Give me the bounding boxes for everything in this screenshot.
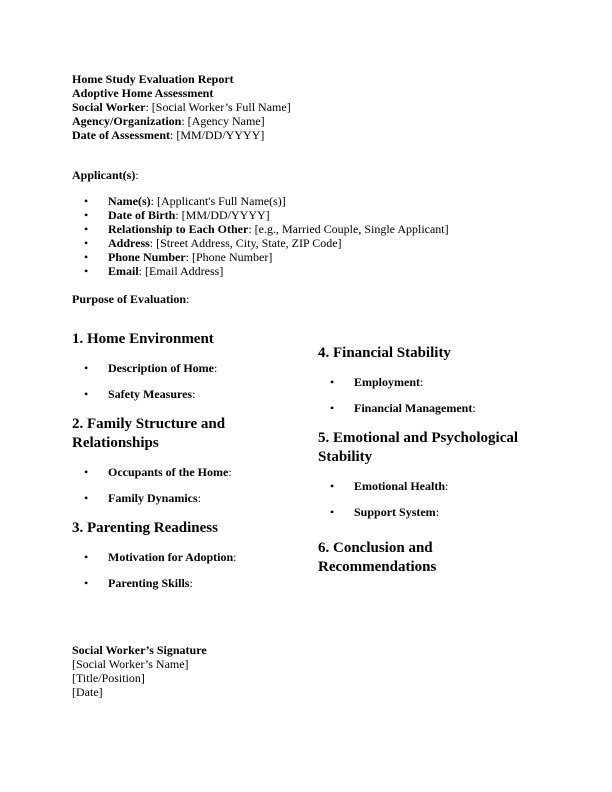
applicant-dob-item: • Date of Birth: [MM/DD/YYYY] [72, 208, 449, 222]
date-label: Date of Assessment [72, 128, 170, 142]
date-line [72, 128, 264, 142]
agency-line [72, 114, 265, 128]
section-2-list [72, 465, 300, 505]
signature-name: [Social Worker’s Name] [72, 657, 189, 671]
applicant-address-item: • Address: [Street Address, City, State, ZIP Code] [72, 236, 449, 250]
agency-label: Agency/Organization [72, 114, 182, 128]
report-subtitle: Adoptive Home Assessment [72, 86, 214, 100]
signature-date: [Date] [72, 685, 103, 699]
left-column [72, 330, 300, 590]
signature-title: [Title/Position] [72, 671, 145, 685]
agency-value: : [Agency Name] [181, 114, 265, 128]
list-item: • Motivation for Adoption: [72, 550, 300, 564]
list-item: • Emotional Health: [318, 479, 550, 493]
social-worker-label: Social Worker [72, 100, 146, 114]
section-2-title: 2. Family Structure and Relationships [72, 416, 226, 451]
list-item: • Parenting Skills: [72, 576, 300, 590]
section-5-list [318, 479, 550, 519]
applicant-phone-item: • Phone Number: [Phone Number] [72, 250, 449, 264]
section-6-title: 6. Conclusion and Recommendations [318, 540, 437, 575]
right-column [318, 344, 550, 577]
applicant-relationship-item: • Relationship to Each Other: [e.g., Married Couple, Single Applicant] [72, 222, 449, 236]
list-item: • Family Dynamics: [72, 491, 300, 505]
section-1-title: 1. Home Environment [72, 331, 214, 347]
applicant-details-list [72, 194, 449, 278]
section-3-title: 3. Parenting Readiness [72, 520, 218, 536]
section-5-title: 5. Emotional and Psychological Stability [318, 430, 519, 465]
section-4-list [318, 375, 550, 415]
purpose-line: Purpose of Evaluation: [72, 292, 190, 306]
signature-heading: Social Worker’s Signature [72, 643, 207, 657]
date-value: : [MM/DD/YYYY] [170, 128, 265, 142]
list-item: • Support System: [318, 505, 550, 519]
social-worker-line [72, 100, 291, 114]
report-title: Home Study Evaluation Report [72, 72, 234, 86]
list-item: • Safety Measures: [72, 387, 300, 401]
list-item: • Description of Home: [72, 361, 300, 375]
section-3-list [72, 550, 300, 590]
applicants-heading: Applicant(s): [72, 168, 139, 182]
list-item: • Employment: [318, 375, 550, 389]
list-item: • Financial Management: [318, 401, 550, 415]
section-1-list [72, 361, 300, 401]
list-item: • Occupants of the Home: [72, 465, 300, 479]
applicant-email-item: • Email: [Email Address] [72, 264, 449, 278]
social-worker-value: : [Social Worker’s Full Name] [145, 100, 291, 114]
applicant-name-item: • Name(s): [Applicant's Full Name(s)] [72, 194, 449, 208]
section-4-title: 4. Financial Stability [318, 345, 451, 361]
